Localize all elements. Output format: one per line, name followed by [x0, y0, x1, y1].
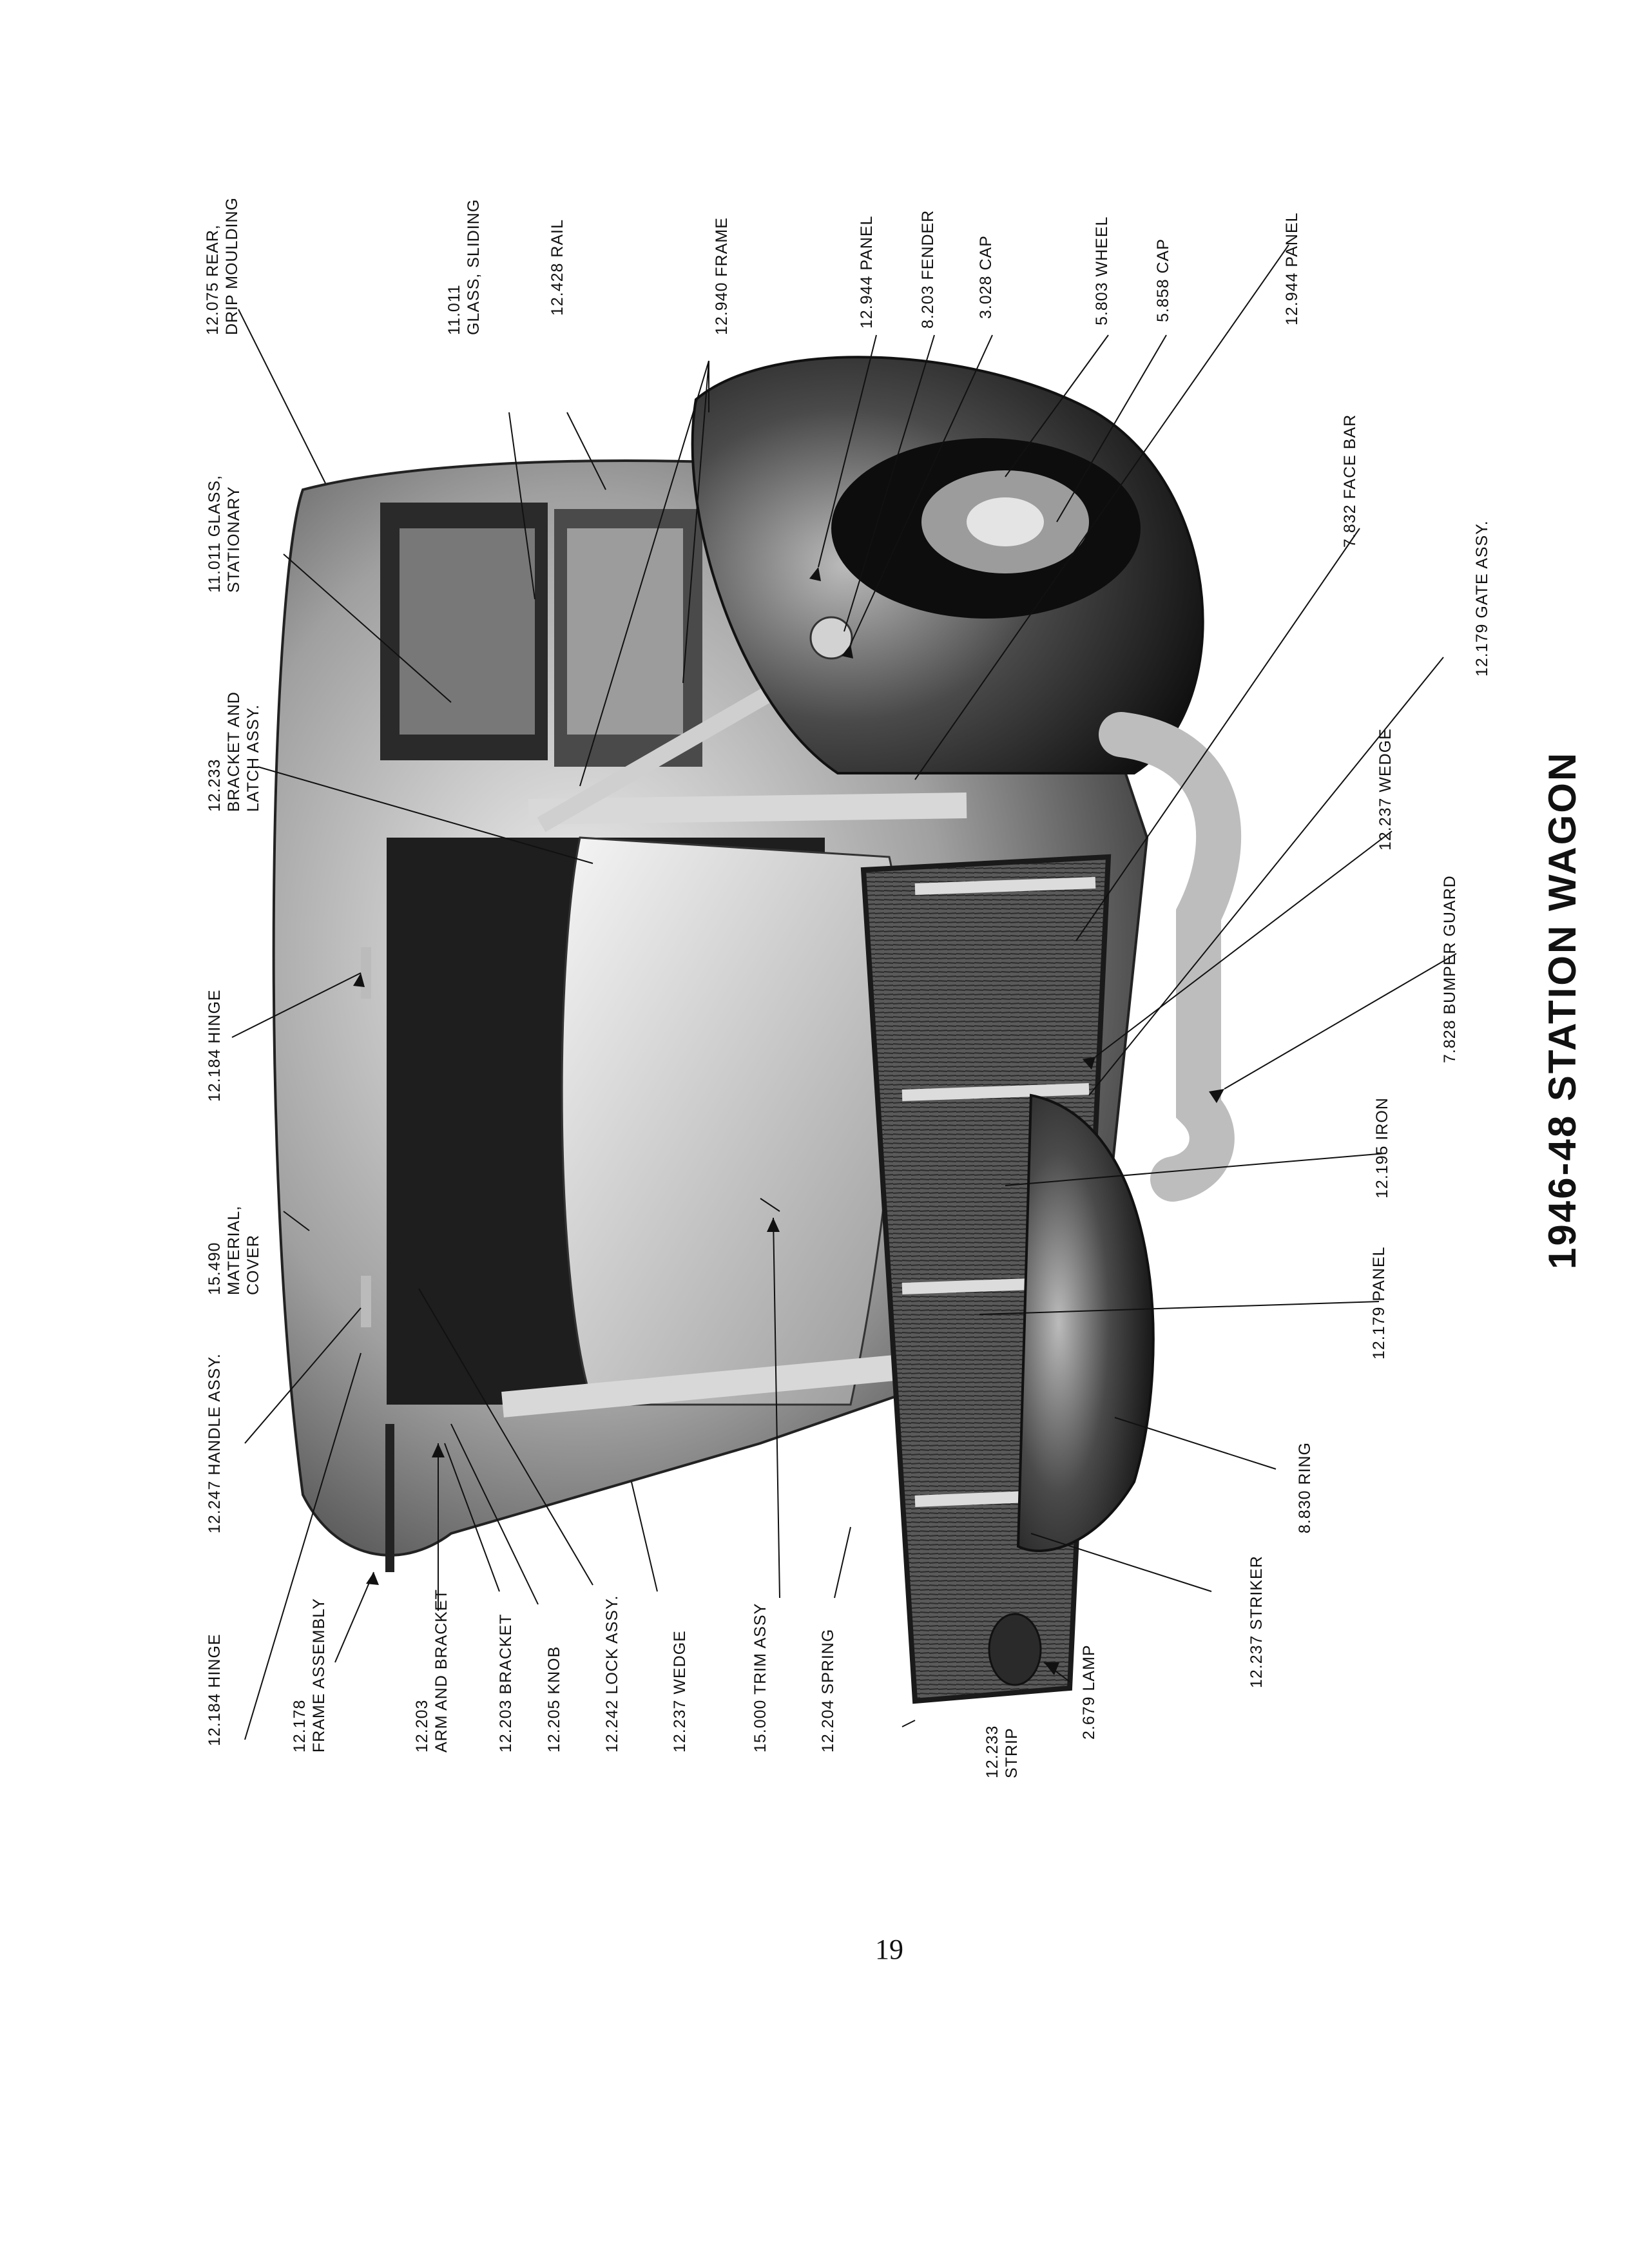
label-glass-sliding: 11.011 GLASS, SLIDING [445, 198, 483, 335]
label-handle-assy: 12.247 HANDLE ASSY. [206, 1353, 224, 1533]
label-wedge-left: 12.237 WEDGE [671, 1630, 689, 1753]
label-cap-3028: 3.028 CAP [977, 235, 995, 319]
label-fender: 8.203 FENDER [919, 209, 937, 329]
label-glass-stationary: 11.011 GLASS, STATIONARY [206, 474, 243, 593]
label-iron: 12.195 IRON [1373, 1097, 1391, 1198]
label-ring: 8.830 RING [1296, 1441, 1314, 1533]
label-rail: 12.428 RAIL [548, 219, 566, 316]
label-hinge-top: 12.184 HINGE [206, 989, 224, 1102]
trim-cover [562, 838, 900, 1405]
label-bumper-guard: 7.828 BUMPER GUARD [1441, 875, 1459, 1063]
label-material-cover: 15.490 MATERIAL, COVER [206, 1205, 262, 1295]
label-lock-assy: 12.242 LOCK ASSY. [603, 1595, 621, 1753]
label-frame-assembly: 12.178 FRAME ASSEMBLY [291, 1598, 328, 1753]
label-lamp: 2.679 LAMP [1080, 1644, 1098, 1740]
label-wheel: 5.803 WHEEL [1093, 216, 1111, 325]
label-gate-assy: 12.179 GATE ASSY. [1473, 520, 1491, 677]
label-face-bar: 7.832 FACE BAR [1341, 414, 1359, 548]
label-knob: 12.205 KNOB [545, 1646, 563, 1753]
label-panel-12944-b: 12.944 PANEL [1283, 212, 1301, 325]
label-wedge-right: 12.237 WEDGE [1376, 728, 1394, 850]
rear-fender-bottom [1018, 1095, 1153, 1551]
label-bracket-12203: 12.203 BRACKET [497, 1613, 515, 1753]
label-arm-bracket: 12.203 ARM AND BRACKET [413, 1589, 450, 1753]
page-title: 1946-48 STATION WAGON [1541, 751, 1584, 1269]
label-strip: 12.233 STRIP [983, 1725, 1021, 1778]
label-trim-assy: 15.000 TRIM ASSY [751, 1602, 769, 1753]
label-panel-12944-a: 12.944 PANEL [858, 215, 876, 329]
label-panel-12179: 12.179 PANEL [1370, 1246, 1388, 1360]
label-hinge-bottom: 12.184 HINGE [206, 1633, 224, 1746]
label-spring: 12.204 SPRING [819, 1628, 837, 1753]
label-bracket-latch: 12.233 BRACKET AND LATCH ASSY. [206, 691, 262, 812]
label-cap-5858: 5.858 CAP [1154, 238, 1172, 322]
tail-lamp [989, 1614, 1041, 1685]
label-drip-moulding: 12.075 REAR, DRIP MOULDING [204, 197, 241, 335]
label-striker: 12.237 STRIKER [1248, 1555, 1266, 1688]
label-frame-12940: 12.940 FRAME [713, 217, 731, 335]
page-number: 19 [875, 1934, 903, 1965]
